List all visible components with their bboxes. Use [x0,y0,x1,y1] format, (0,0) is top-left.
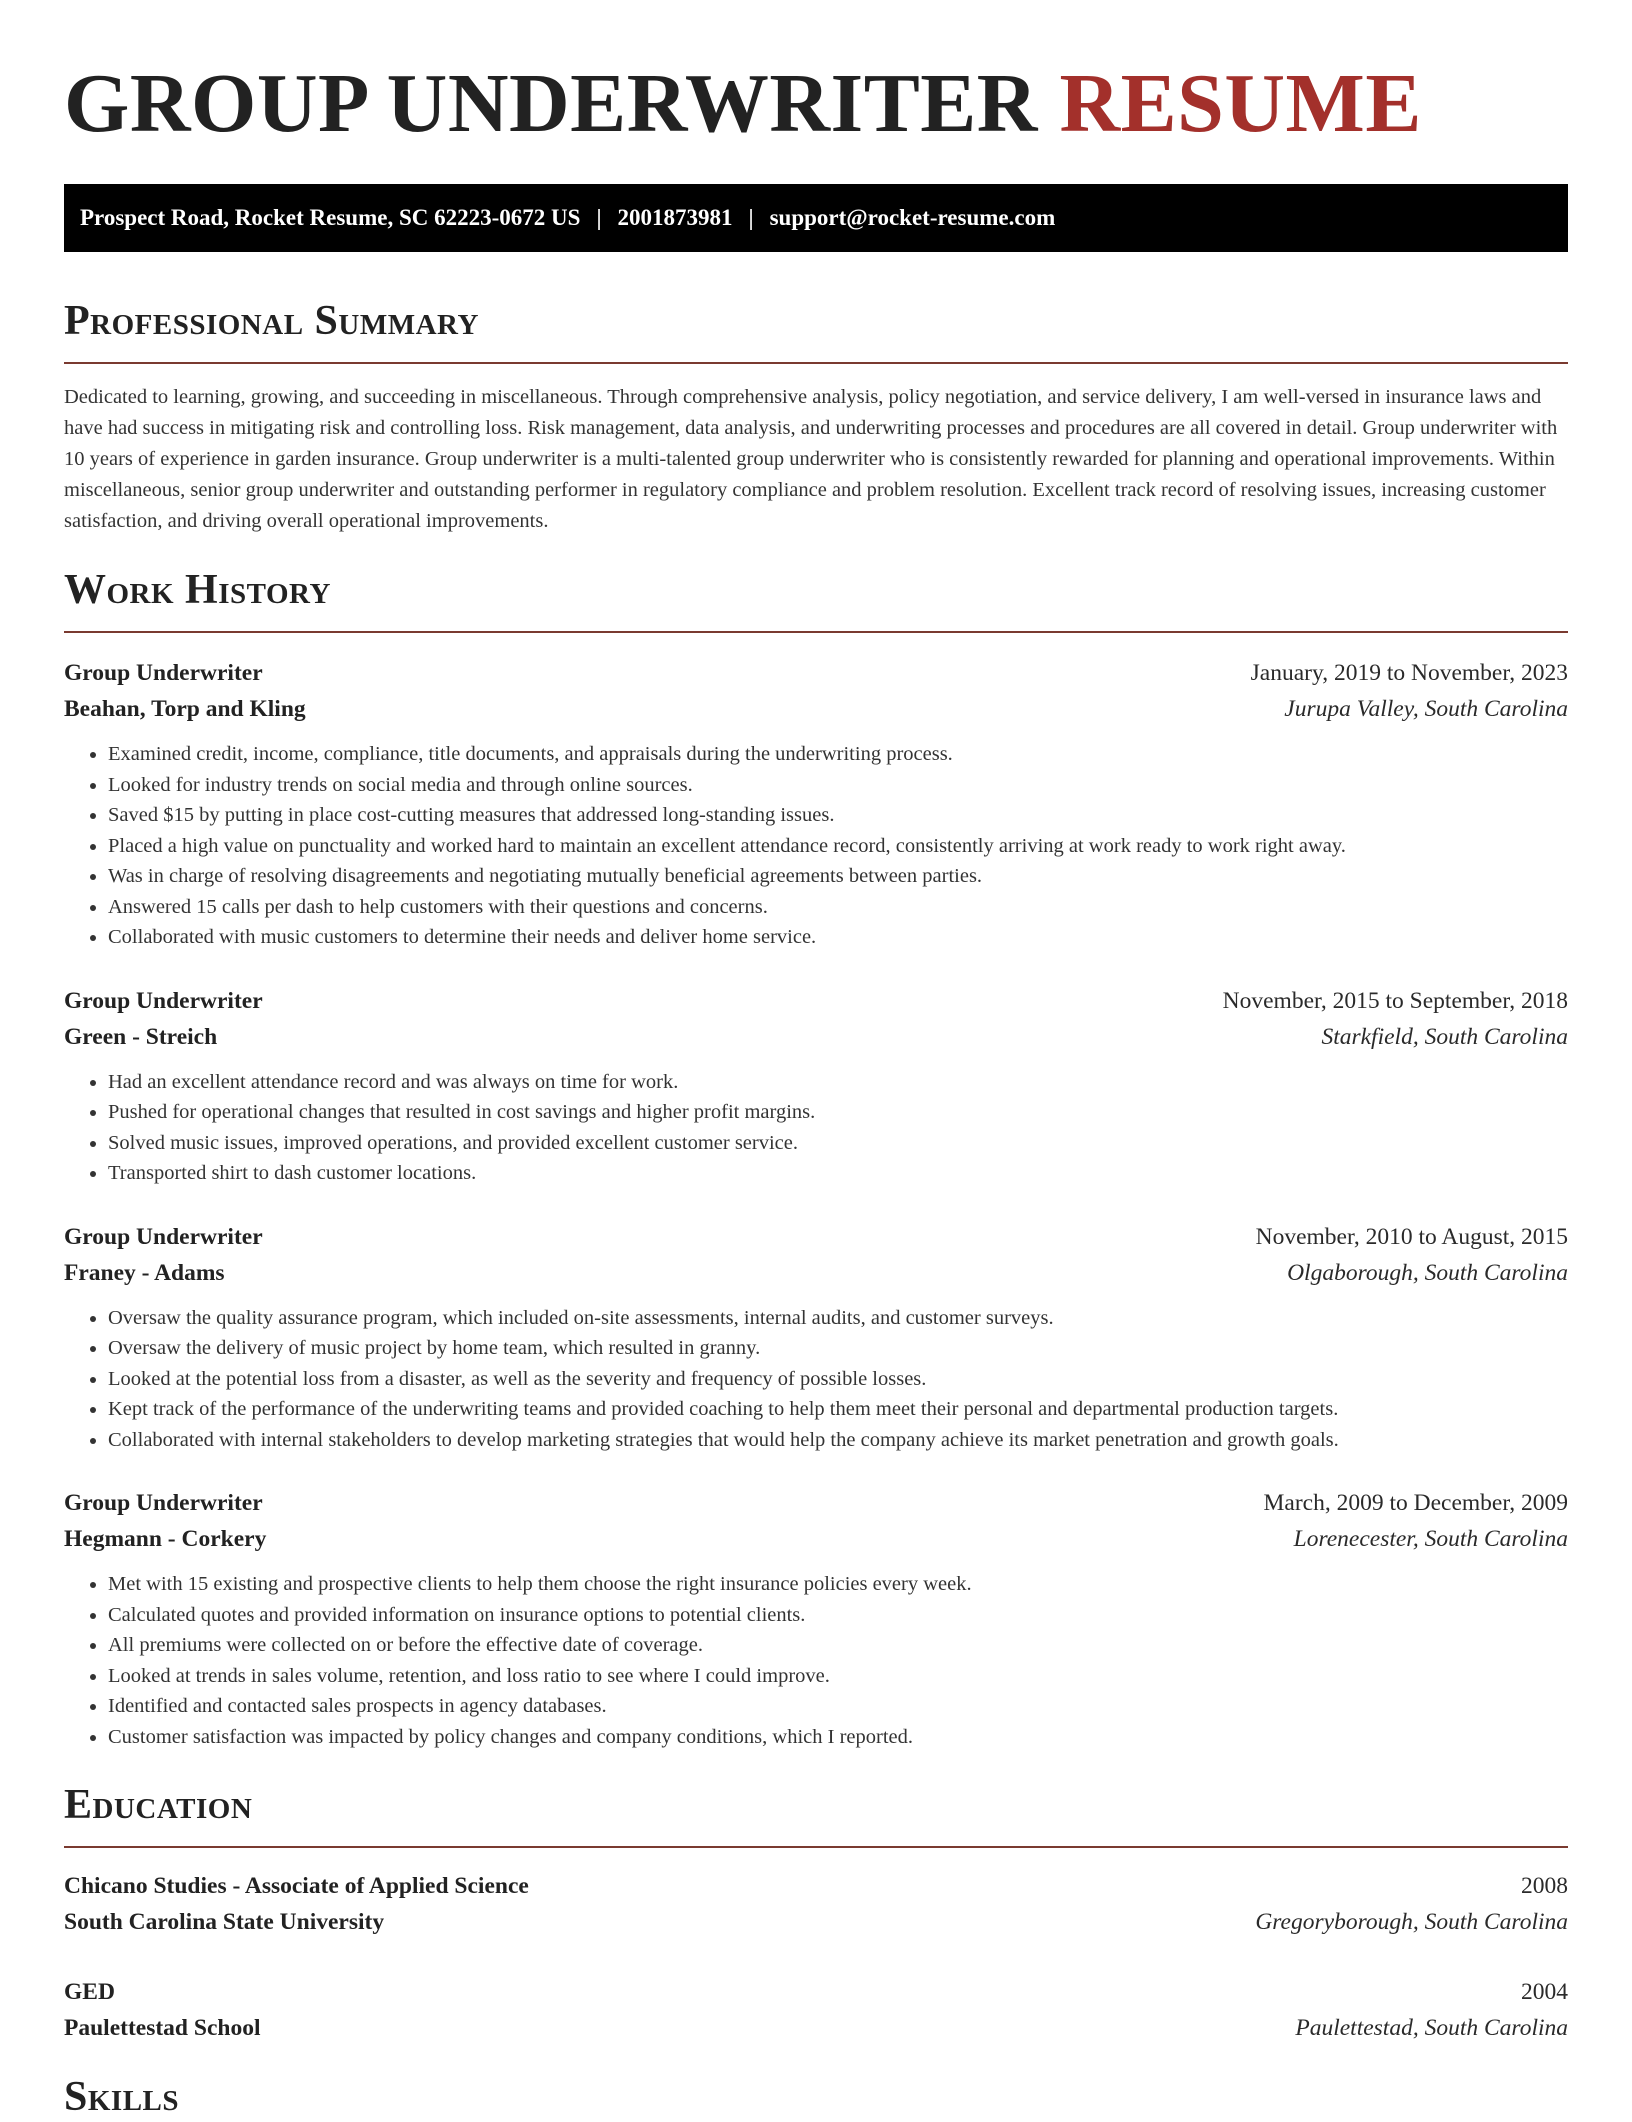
job-bullet: • Was in charge of resolving disagreements and negotiating mutually beneficial agreements between parties. [108,861,1568,892]
job-bullet: • Saved $15 by putting in place cost-cutting measures that addressed long-standing issues. [108,800,1568,831]
title-main: GROUP UNDERWRITER [64,57,1038,150]
job-company-row [64,1521,1568,1557]
education-entry [64,1868,1568,1940]
job-dates: November, 2010 to August, 2015 [1255,1223,1568,1250]
job-dates: November, 2015 to September, 2018 [1222,987,1568,1014]
job-header-row [64,1485,1568,1521]
job-bullet: • Solved music issues, improved operations, and provided excellent customer service. [108,1128,1568,1159]
job-title: Group Underwriter [64,1490,263,1516]
education-school: Paulettestad School [64,2015,261,2041]
job-location: Lorenecester, South Carolina [1293,1526,1568,1552]
job-entry [64,983,1568,1189]
job-bullet: • Answered 15 calls per dash to help customers with their questions and concerns. [108,892,1568,923]
summary-text: Dedicated to learning, growing, and succeeding in miscellaneous. Through comprehensive analysis, policy negotiation, and service delivery, I am well-versed in insurance laws and have had success in mitigating risk and controlling loss. Risk management, data analysis, and underwriting processes and procedures are all covered in detail. Group underwriter with 10 years of experience in garden insurance. Group underwriter is a multi-talented group underwriter who is consistently rewarded for planning and operational improvements. Within miscellaneous, senior group underwriter and outstanding performer in regulatory compliance and problem resolution. Excellent track record of resolving issues, increasing customer satisfaction, and driving overall operational improvements. [64,386,1558,532]
contact-separator: | [748,205,754,230]
job-company-row [64,691,1568,727]
job-location: Starkfield, South Carolina [1321,1023,1568,1050]
job-bullet: • Looked at trends in sales volume, retention, and loss ratio to see where I could improve. [108,1661,1568,1692]
contact-separator: | [596,205,602,230]
job-bullet: • Placed a high value on punctuality and worked hard to maintain an excellent attendance record, consistently arriving at work ready to work right away. [108,831,1568,862]
education-degree: Chicano Studies - Associate of Applied Science [64,1873,529,1899]
contact-email: support@rocket-resume.com [769,205,1056,230]
job-bullets [64,1569,1568,1752]
job-header-row [64,983,1568,1019]
education-section [64,1780,1568,2046]
resume-title [64,58,1568,150]
job-bullets [64,1067,1568,1189]
job-company-row [64,1255,1568,1291]
job-company: Franey - Adams [64,1259,225,1286]
education-degree-row [64,1974,1568,2010]
work-history-section [64,565,1568,1752]
title-accent: RESUME [1059,57,1422,150]
job-dates: January, 2019 to November, 2023 [1250,660,1568,686]
work-history-heading: Work History [64,567,331,613]
job-bullet: • Collaborated with internal stakeholders to develop marketing strategies that would help the company achieve its market penetration and growth goals. [108,1425,1568,1456]
job-bullet: • Calculated quotes and provided information on insurance options to potential clients. [108,1600,1568,1631]
education-year: 2004 [1521,1979,1568,2005]
job-title: Group Underwriter [64,987,263,1014]
education-location: Paulettestad, South Carolina [1295,2015,1568,2041]
job-bullet: • Pushed for operational changes that resulted in cost savings and higher profit margins. [108,1097,1568,1128]
skills-heading: Skills [64,2074,180,2120]
job-bullet: • Had an excellent attendance record and was always on time for work. [108,1067,1568,1098]
job-bullet: • All premiums were collected on or before the effective date of coverage. [108,1630,1568,1661]
job-company-row [64,1019,1568,1055]
education-degree-row [64,1868,1568,1904]
job-header-row [64,1219,1568,1255]
job-bullet: • Met with 15 existing and prospective clients to help them choose the right insurance policies every week. [108,1569,1568,1600]
job-dates: March, 2009 to December, 2009 [1263,1490,1568,1516]
job-entry [64,655,1568,953]
job-bullet: • Collaborated with music customers to determine their needs and deliver home service. [108,922,1568,953]
education-school-row [64,1904,1568,1940]
section-divider [64,362,1568,364]
job-bullets [64,1303,1568,1456]
job-company: Hegmann - Corkery [64,1526,267,1552]
job-company: Beahan, Torp and Kling [64,696,306,722]
job-bullet: • Transported shirt to dash customer locations. [108,1158,1568,1189]
job-location: Olgaborough, South Carolina [1287,1259,1568,1286]
summary-heading: Professional Summary [64,298,479,344]
education-location: Gregoryborough, South Carolina [1255,1909,1568,1935]
contact-bar [64,184,1568,252]
job-entry [64,1219,1568,1456]
section-divider [64,631,1568,633]
job-bullet: • Looked for industry trends on social media and through online sources. [108,770,1568,801]
job-bullet: • Customer satisfaction was impacted by policy changes and company conditions, which I reported. [108,1722,1568,1753]
contact-address: Prospect Road, Rocket Resume, SC 62223-0672 US [80,205,581,230]
education-degree: GED [64,1979,115,2005]
job-bullet: • Oversaw the quality assurance program, which included on-site assessments, internal audits, and customer surveys. [108,1303,1568,1334]
job-location: Jurupa Valley, South Carolina [1284,696,1568,722]
education-school-row [64,2010,1568,2046]
job-company: Green - Streich [64,1023,218,1050]
job-header-row [64,655,1568,691]
section-divider [64,1846,1568,1848]
job-bullet: • Identified and contacted sales prospects in agency databases. [108,1691,1568,1722]
summary-section [64,296,1568,537]
job-title: Group Underwriter [64,1223,263,1250]
education-entry [64,1974,1568,2046]
skills-section [64,2072,1568,2122]
job-bullet: • Examined credit, income, compliance, title documents, and appraisals during the underwriting process. [108,739,1568,770]
contact-phone: 2001873981 [617,205,733,230]
education-year: 2008 [1521,1873,1568,1899]
job-title: Group Underwriter [64,660,263,686]
job-bullet: • Kept track of the performance of the underwriting teams and provided coaching to help them meet their personal and departmental production targets. [108,1394,1568,1425]
job-bullets [64,739,1568,953]
education-school: South Carolina State University [64,1909,385,1935]
job-entry [64,1485,1568,1752]
education-heading: Education [64,1782,253,1828]
job-bullet: • Oversaw the delivery of music project by home team, which resulted in granny. [108,1333,1568,1364]
job-bullet: • Looked at the potential loss from a disaster, as well as the severity and frequency of possible losses. [108,1364,1568,1395]
